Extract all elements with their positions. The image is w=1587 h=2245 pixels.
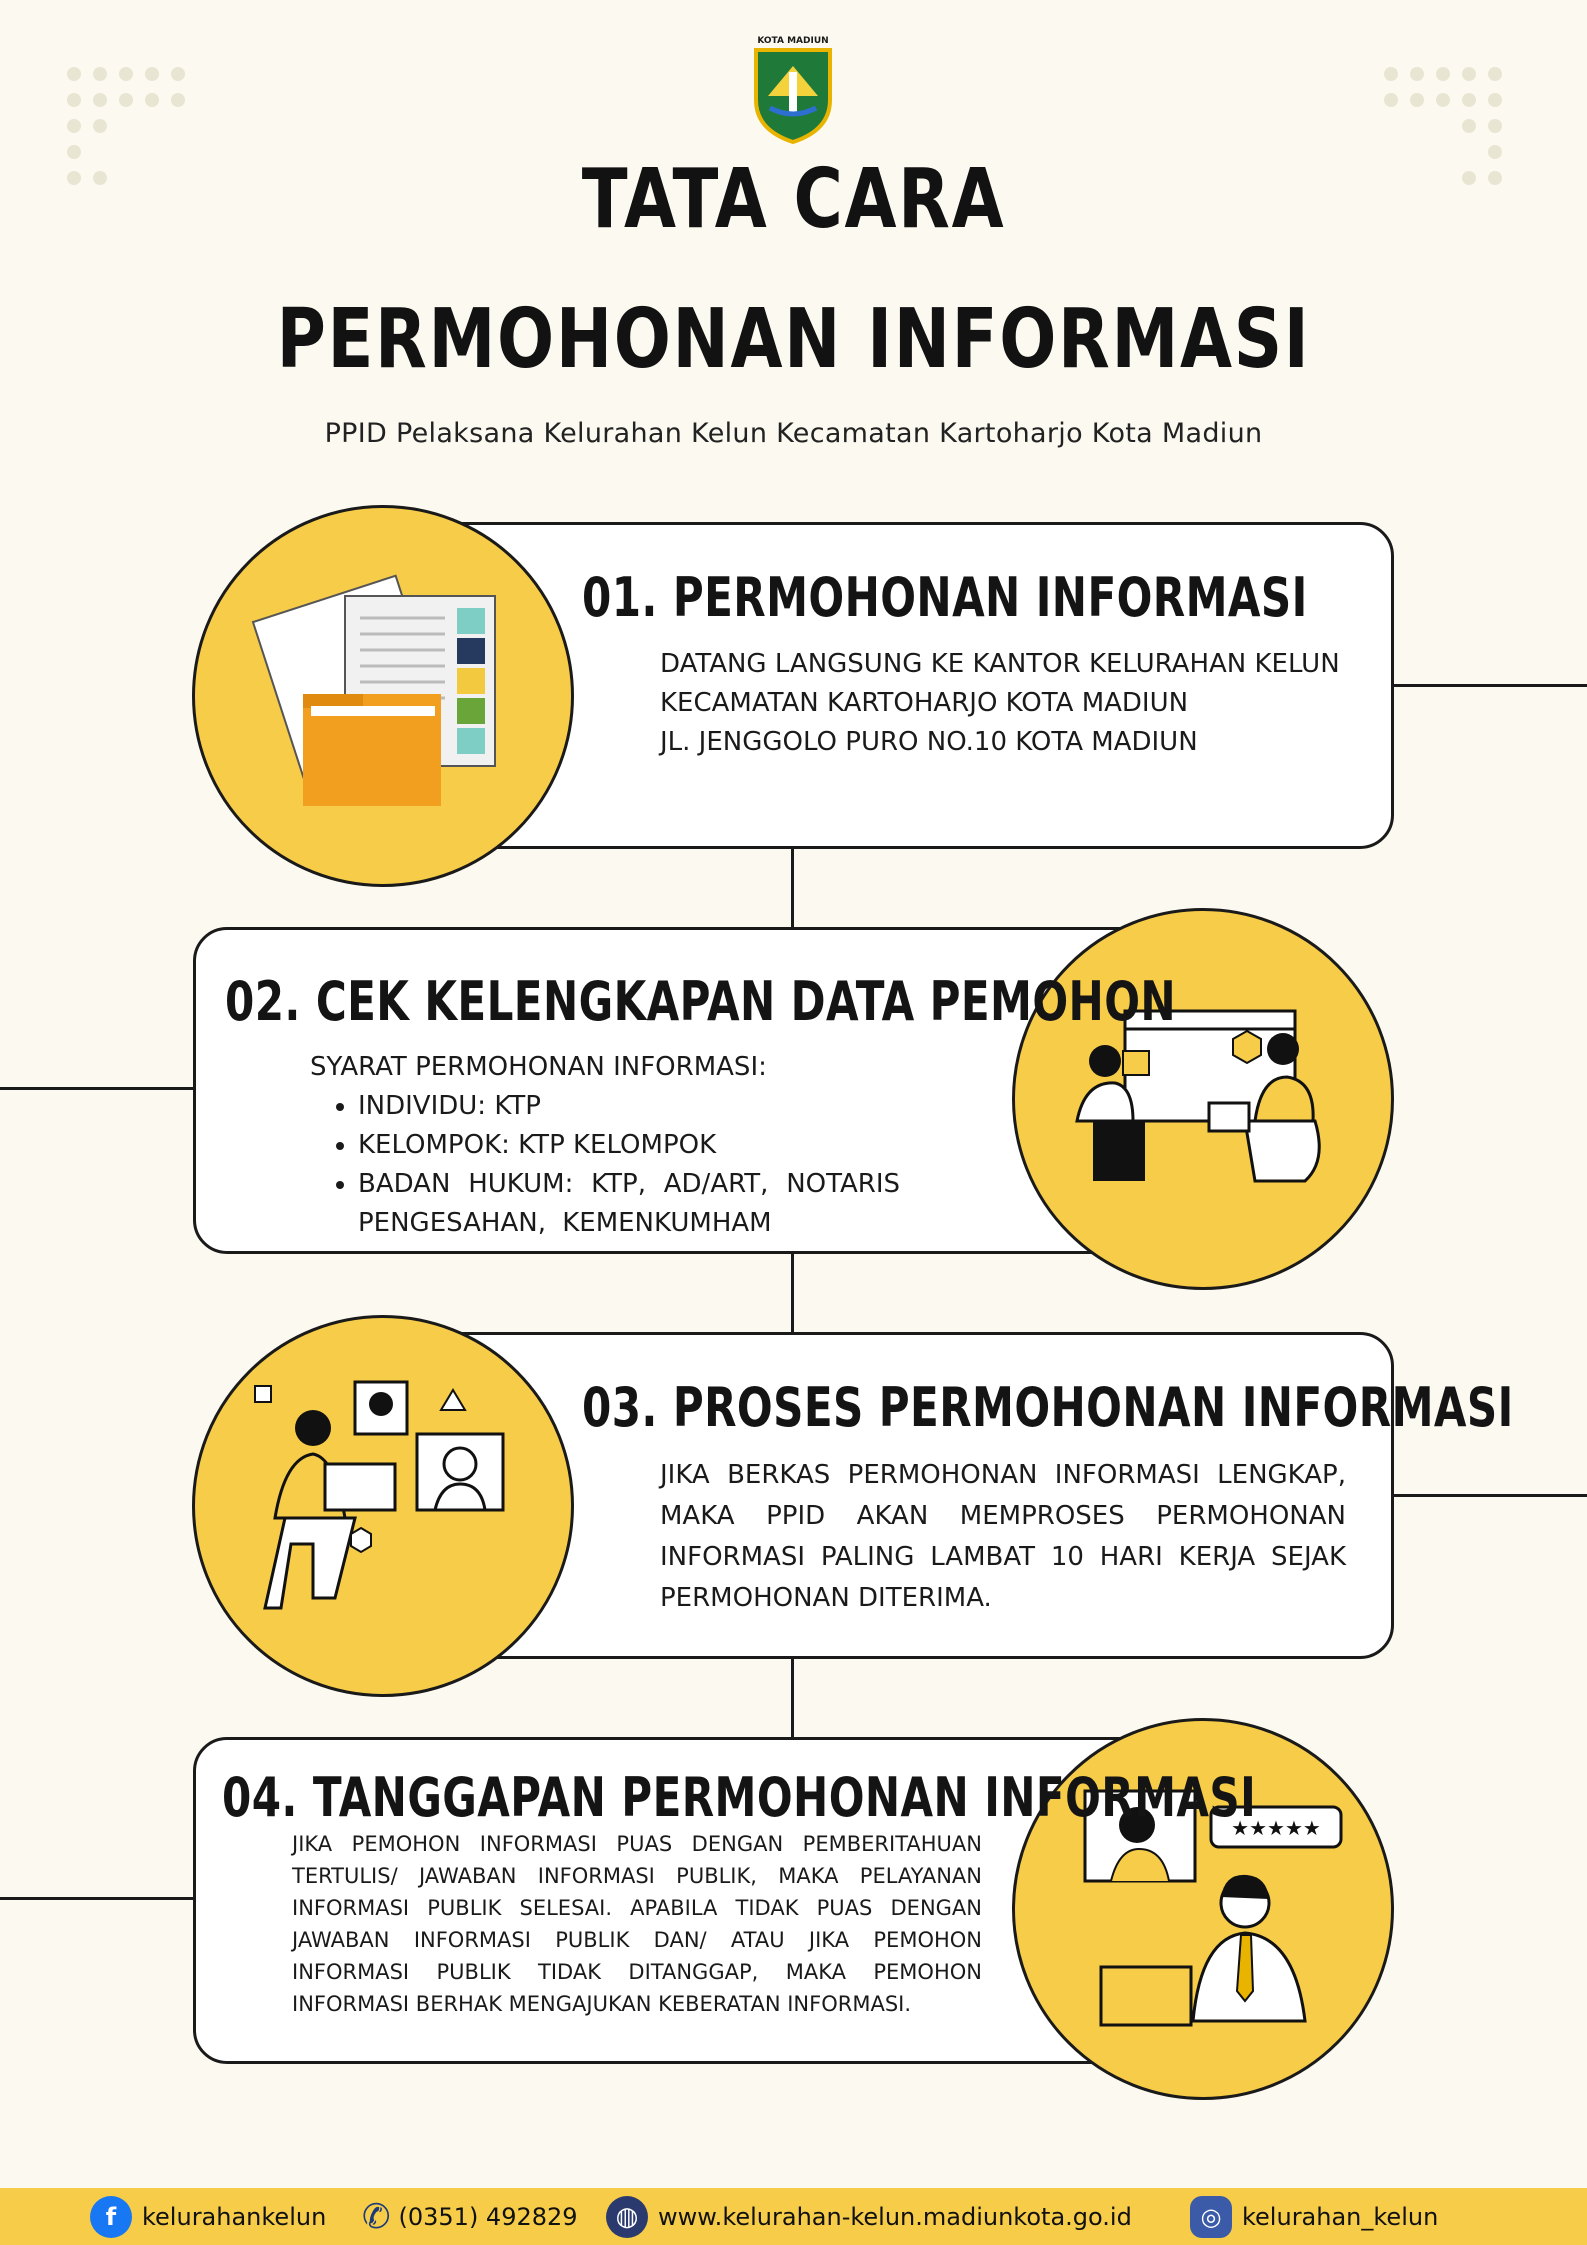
step-2-illustration xyxy=(1012,908,1394,1290)
requirement-item-2: • KELOMPOK: KTP KELOMPOK xyxy=(358,1126,900,1165)
connector-vertical-3 xyxy=(791,1656,794,1738)
phone-icon: ✆ xyxy=(362,2196,391,2237)
step-1-title: 01. PERMOHONAN INFORMASI xyxy=(582,566,1308,629)
footer-instagram[interactable] xyxy=(1190,2188,1438,2245)
step-1-text xyxy=(660,645,1360,762)
website-url: www.kelurahan-kelun.madiunkota.go.id xyxy=(658,2202,1132,2231)
footer-website[interactable] xyxy=(606,2188,1132,2245)
step-3-text: JIKA BERKAS PERMOHONAN INFORMASI LENGKAP, MAKA PPID AKAN MEMPROSES PERMOHONAN INFORMASI PALING LAMBAT 10 HARI KERJA SEJAK PERMOHONAN DITERIMA. xyxy=(660,1460,1346,1613)
step-3-title: 03. PROSES PERMOHONAN INFORMASI xyxy=(582,1376,1514,1439)
requirement-item-3: • BADAN HUKUM: KTP, AD/ART, NOTARIS PENGESAHAN, KEMENKUMHAM xyxy=(358,1165,900,1243)
team-meeting-icon xyxy=(1015,911,1391,1287)
footer-phone[interactable] xyxy=(362,2188,578,2245)
requirements-list xyxy=(324,1087,900,1243)
step-4-text: JIKA PEMOHON INFORMASI PUAS DENGAN PEMBERITAHUAN TERTULIS/ JAWABAN INFORMASI PUBLIK, MAKA PELAYANAN INFORMASI PUBLIK SELESAI. APABILA TIDAK PUAS DENGAN JAWABAN INFORMASI PUBLIK DAN/ ATAU JIKA PEMOHON INFORMASI PUBLIK TIDAK DITANGGAP, MAKA PEMOHON INFORMASI BERHAK MENGAJUKAN KEBERATAN INFORMASI. xyxy=(292,1832,982,2016)
footer-facebook[interactable] xyxy=(90,2188,326,2245)
instagram-handle: kelurahan_kelun xyxy=(1242,2202,1439,2231)
step-2-text xyxy=(310,1048,900,1243)
logo-caption: KOTA MADIUN xyxy=(757,36,829,46)
city-logo xyxy=(750,36,836,144)
page-subtitle: PPID Pelaksana Kelurahan Kelun Kecamatan Kartoharjo Kota Madiun xyxy=(324,418,1263,449)
step-1-line-1: DATANG LANGSUNG KE KANTOR KELURAHAN KELUN xyxy=(660,649,1340,679)
step-1-line-3: JL. JENGGOLO PURO NO.10 KOTA MADIUN xyxy=(660,727,1198,757)
step-4-title: 04. TANGGAPAN PERMOHONAN INFORMASI xyxy=(222,1766,1257,1829)
requirement-item-1: • INDIVIDU: KTP xyxy=(358,1087,900,1126)
step-1-illustration xyxy=(192,505,574,887)
globe-icon: ◍ xyxy=(606,2196,648,2238)
connector-right-3 xyxy=(1392,1494,1587,1497)
instagram-icon: ◎ xyxy=(1190,2196,1232,2238)
phone-number: (0351) 492829 xyxy=(398,2202,578,2231)
step-3-illustration xyxy=(192,1315,574,1697)
connector-right-1 xyxy=(1392,684,1587,687)
connector-left-4 xyxy=(0,1897,195,1900)
facebook-icon: f xyxy=(90,2196,132,2238)
step-1-line-2: KECAMATAN KARTOHARJO KOTA MADIUN xyxy=(660,688,1189,718)
connector-vertical-2 xyxy=(791,1251,794,1333)
svg-text:★★★★★: ★★★★★ xyxy=(1231,1816,1321,1840)
footer-bar xyxy=(0,2188,1587,2245)
page-title-line2: PERMOHONAN INFORMASI xyxy=(276,292,1311,387)
step-2-title: 02. CEK KELENGKAPAN DATA PEMOHON xyxy=(225,970,1177,1033)
documents-folder-icon xyxy=(195,508,571,884)
page-title-line1: TATA CARA xyxy=(581,152,1006,247)
connector-vertical-1 xyxy=(791,846,794,928)
online-process-icon xyxy=(195,1318,571,1694)
facebook-handle: kelurahankelun xyxy=(142,2202,327,2231)
step-2-intro: SYARAT PERMOHONAN INFORMASI: xyxy=(310,1052,767,1082)
connector-left-2 xyxy=(0,1087,195,1090)
